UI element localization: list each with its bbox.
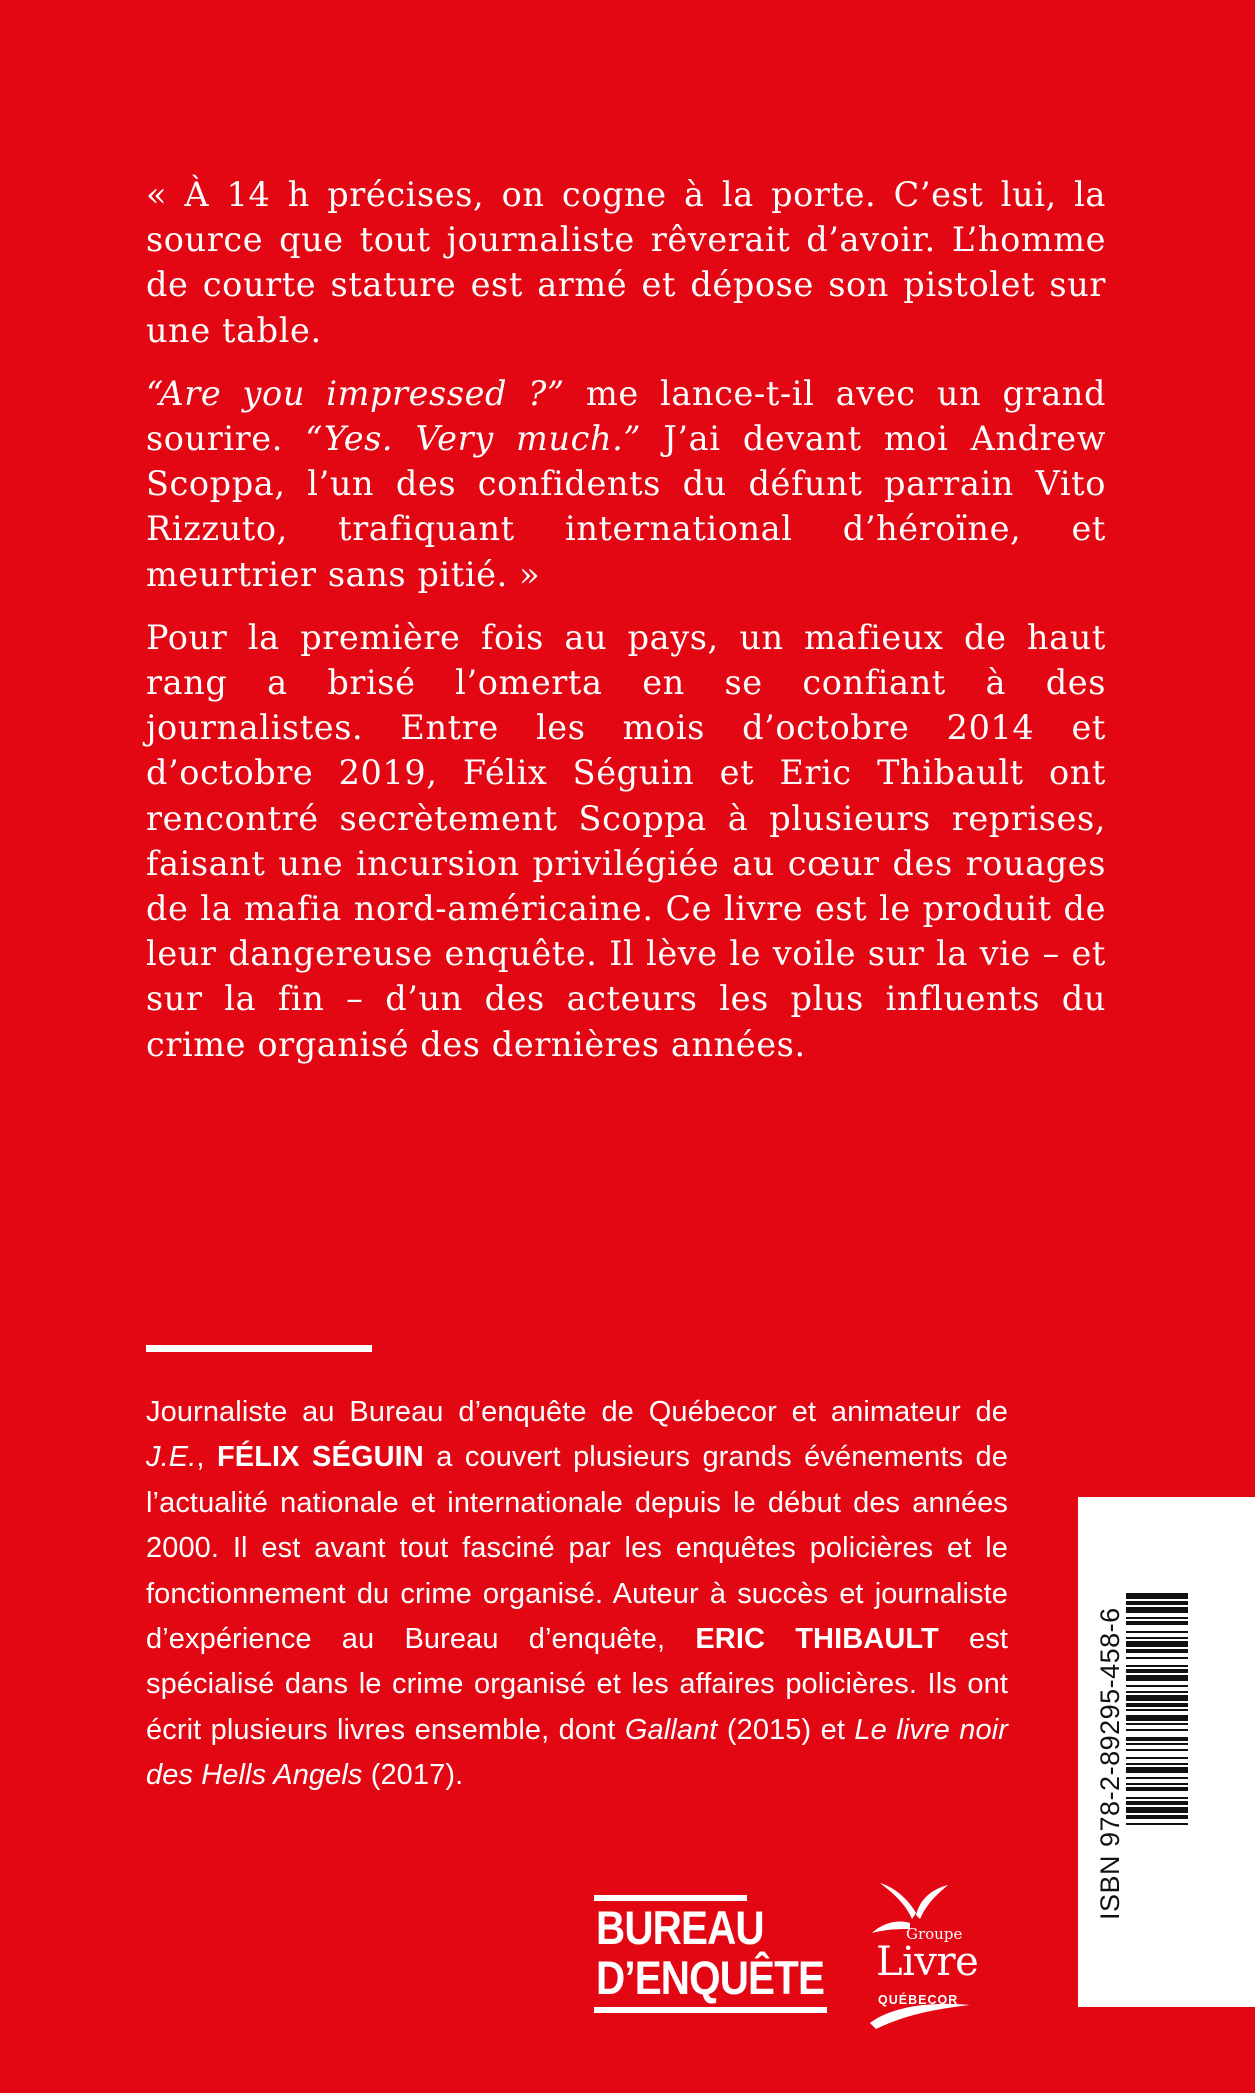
quote-question: “Are you impressed ?”: [146, 373, 565, 413]
bio-text-2: ,: [196, 1441, 217, 1474]
bureau-enquete-logo: [594, 1895, 827, 2015]
logo-line-2: D’ENQUÊTE: [596, 1951, 825, 2004]
blurb-paragraph-1: « À 14 h précises, on cogne à la porte. C’est lui, la source que tout journaliste rêverait d’avoir. L’homme de courte stature est armé et dépose son pistolet sur une table.: [146, 175, 1106, 350]
author-name-1: FÉLIX SÉGUIN: [216, 1441, 424, 1474]
divider-rule: [146, 1345, 372, 1352]
author-name-2: ERIC THIBAULT: [695, 1623, 939, 1656]
blurb-paragraph-2: [146, 371, 1106, 597]
barcode-icon: [1126, 1593, 1188, 1911]
quote-answer: “Yes. Very much.”: [305, 419, 642, 459]
isbn-label: ISBN 978-2-89295-458-6: [1095, 1607, 1125, 1920]
bio-text-6: (2017).: [362, 1759, 464, 1792]
show-title: J.E.: [146, 1441, 197, 1474]
author-bio: [146, 1390, 1008, 1799]
book-title-1: Gallant: [624, 1713, 718, 1746]
back-cover-blurb: [146, 172, 1106, 1067]
blurb-paragraph-3: Pour la première fois au pays, un mafieux de haut rang a brisé l’omerta en se confiant à des journalistes. Entre les mois d’octobre 2014 et d’octobre 2019, Félix Séguin et Eric Thibault ont rencontré secrètement Scoppa à plusieurs reprises, faisant une incursion privilégiée au cœur des rouages de la mafia nord-américaine. Ce livre est le produit de leur dangereuse enquête. Il lève le voile sur la vie – et sur la fin – d’un des acteurs les plus influents du crime organisé des dernières années.: [146, 617, 1106, 1064]
logo-line-1: BUREAU: [596, 1901, 764, 1954]
quote-narration-2: J’ai devant moi Andrew Scoppa, l’un des confidents du défunt parrain Vito Rizzuto, trafiquant international d’héroïne, et meurtrier sans pitié. »: [146, 419, 1106, 594]
groupe-livre-logo: [850, 1873, 1010, 2038]
logo-livre: Livre: [876, 1939, 979, 1985]
bio-text-3: a couvert plusieurs grands événements de l’actualité nationale et internationale depuis le début des années 2000. Il est avant tout fasciné par les enquêtes policières et le fonctionnement du crime organisé. Auteur à succès et journaliste d’expérience au Bureau d’enquête,: [146, 1441, 1008, 1656]
logo-groupe: Groupe: [906, 1925, 963, 1943]
quote-narration-1: me lance-t-il avec un grand sourire.: [146, 373, 1106, 459]
logo-quebecor: QUÉBECOR: [878, 1993, 959, 2007]
bio-text-1: Journaliste au Bureau d’enquête de Québecor et animateur de: [146, 1396, 1008, 1428]
book-title-2: Le livre noir des Hells Angels: [146, 1713, 1008, 1792]
logo-bottom-bar: [594, 2007, 827, 2013]
bio-text-5: (2015) et: [717, 1713, 855, 1746]
bio-text-4: est spécialisé dans le crime organisé et les affaires policières. Ils ont écrit plusieurs livres ensemble, dont: [146, 1623, 1008, 1746]
